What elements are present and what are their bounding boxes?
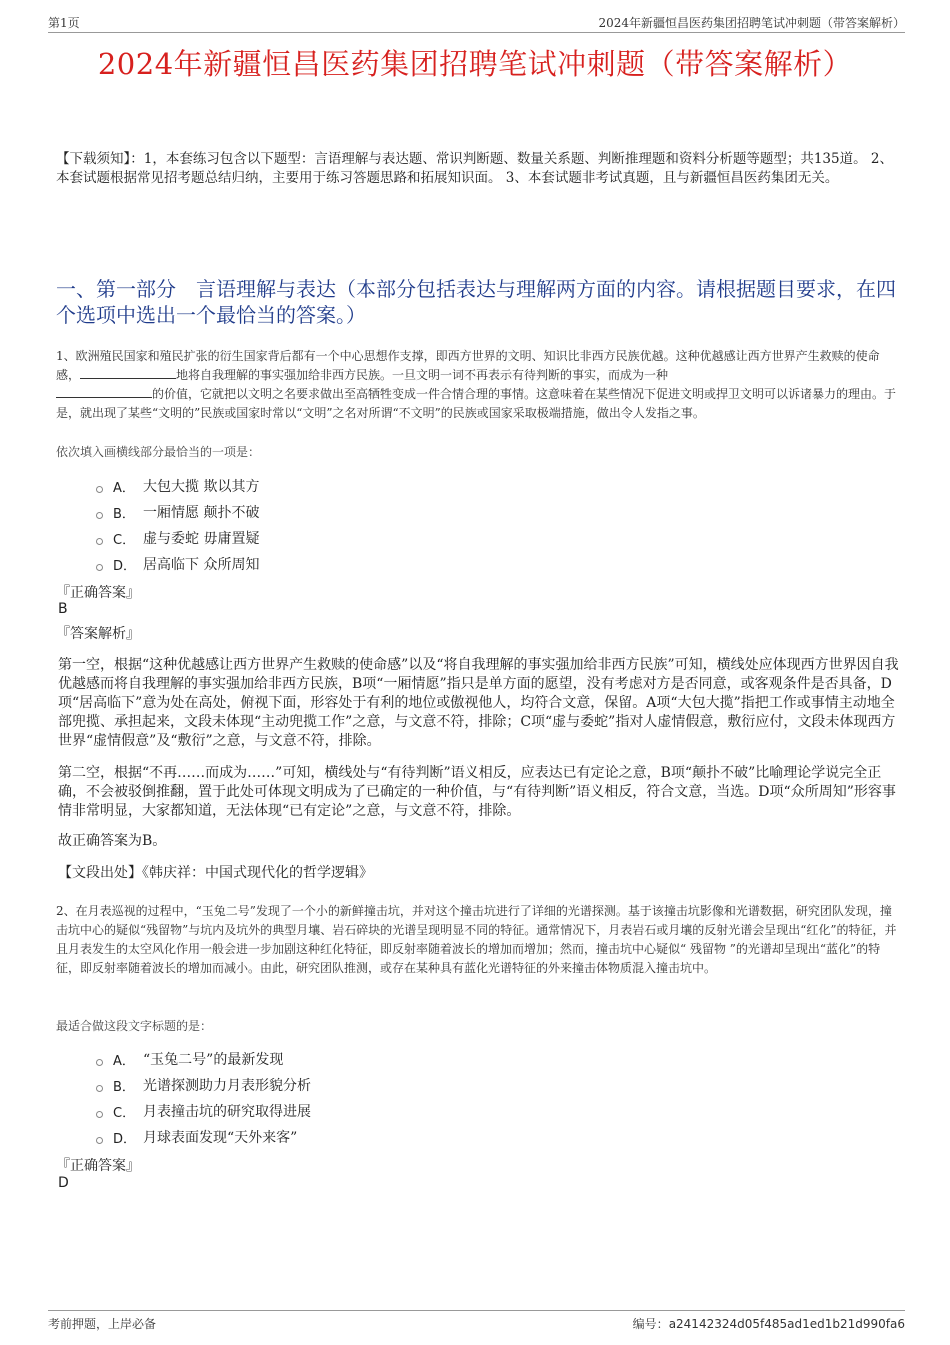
- header-doc-title: 2024年新疆恒昌医药集团招聘笔试冲刺题（带答案解析）: [598, 16, 905, 30]
- option-c[interactable]: C． 虚与委蛇 毋庸置疑: [96, 525, 259, 551]
- correct-answer-label: 『正确答案』: [56, 1158, 140, 1174]
- page-title: 2024年新疆恒昌医药集团招聘笔试冲刺题（带答案解析）: [97, 47, 853, 81]
- radio-icon[interactable]: [96, 1111, 103, 1118]
- option-a[interactable]: A． “玉兔二号”的最新发现: [96, 1046, 311, 1072]
- document-code: 编号：a24142324d05f485ad1ed1b21d990fa6: [632, 1317, 905, 1331]
- fill-blank-2: [56, 385, 152, 398]
- stem-part-b: 地将自我理解的事实强加给非西方民族。一旦文明一词不再表示有待判断的事实，而成为一种: [176, 368, 669, 382]
- correct-answer: B: [58, 601, 68, 617]
- download-notice: 【下载须知】：1，本套练习包含以下题型：言语理解与表达题、常识判断题、数量关系题、判断推理题和资料分析题等题型；共135道。 2、本套试题根据常见招考题总结归纳，主要用于练习答题思路和拓展知识面。 3、本套试题非考试真题，且与新疆恒昌医药集团无关。: [56, 151, 893, 186]
- analysis-paragraph-1: 第一空，根据“这种优越感让西方世界产生救赎的使命感”以及“将自我理解的事实强加给非西方民族”可知，横线处应体现西方世界因自我优越感而将自我理解的事实强加给非西方民族，B项“一厢情愿”指只是单方面的愿望，没有考虑对方是否同意，或客观条件是否具备，D项“居高临下”意为处在高处，俯视下面，形容处于有利的地位或傲视他人，均符合文意，保留。A项“大包大揽”指把工作或事情主动地全部兜揽、承担起来，文段未体现“主动兜揽工作”之意，与文意不符，排除；C项“虚与委蛇”指对人虚情假意，敷衍应付，文段未体现西方世界“虚情假意”及“敷衍”之意，与文意不符，排除。: [58, 657, 899, 749]
- section-heading: 一、第一部分 言语理解与表达（本部分包括表达与理解两方面的内容。请根据题目要求，在四个选项中选出一个最恰当的答案。）: [56, 277, 896, 327]
- correct-answer: D: [58, 1175, 69, 1191]
- question-2-stem: 2、在月表巡视的过程中，“玉兔二号”发现了一个小的新鲜撞击坑，并对这个撞击坑进行了详细的光谱探测。基于该撞击坑影像和光谱数据，研究团队发现，撞击坑中心的疑似“残留物”与坑内及坑外的典型月壤、岩石碎块的光谱呈现明显不同的特征。通常情况下，月表岩石或月壤的反射光谱会呈现出“红化”的特征，并且月表发生的太空风化作用一般会进一步加剧这种红化特征，即反射率随着波长的增加而增加；然而，撞击坑中心疑似“ 残留物 ”的光谱却呈现出“蓝化”的特征，即反射率随着波长的增加而减小。由此，研究团队推测，或存在某种具有蓝化光谱特征的外来撞击体物质混入撞击坑中。: [56, 904, 897, 975]
- radio-icon[interactable]: [96, 564, 103, 571]
- question-1-stem: [56, 347, 900, 423]
- radio-icon[interactable]: [96, 1059, 103, 1066]
- option-d[interactable]: D． 居高临下 众所周知: [96, 551, 259, 577]
- stem-part-a: 1、欧洲殖民国家和殖民扩张的衍生国家背后都有一个中心思想作支撑，即西方世界的文明、知识比非西方民族优越。这种优越感让西方世界产生救赎的使命感，: [56, 349, 880, 382]
- fill-blank-1: [80, 366, 176, 379]
- stem-part-c: 的价值，它就把以文明之名要求做出至高牺牲变成一件合情合理的事情。这意味着在某些情况下促进文明或捍卫文明可以诉诸暴力的理由。于是，就出现了某些“文明的”民族或国家时常以“文明”之名对所谓“不文明”的民族或国家采取极端措施，做出令人发指之事。: [56, 387, 897, 420]
- option-d[interactable]: D． 月球表面发现“天外来客”: [96, 1124, 311, 1150]
- analysis-label: 『答案解析』: [56, 626, 140, 642]
- question-1-options: [96, 473, 259, 577]
- radio-icon[interactable]: [96, 1085, 103, 1092]
- radio-icon[interactable]: [96, 486, 103, 493]
- footer-slogan: 考前押题，上岸必备: [48, 1317, 157, 1331]
- page-footer: [48, 1310, 905, 1331]
- radio-icon[interactable]: [96, 512, 103, 519]
- page-header: [48, 14, 905, 33]
- option-b[interactable]: B． 一厢情愿 颠扑不破: [96, 499, 259, 525]
- question-2-prompt: 最适合做这段文字标题的是：: [56, 1019, 213, 1033]
- question-2-options: [96, 1046, 311, 1150]
- radio-icon[interactable]: [96, 538, 103, 545]
- text-source: 【文段出处】《韩庆祥：中国式现代化的哲学逻辑》: [58, 865, 373, 881]
- analysis-conclusion: 故正确答案为B。: [58, 833, 167, 849]
- page-number: 第1页: [48, 16, 80, 30]
- option-b[interactable]: B． 光谱探测助力月表形貌分析: [96, 1072, 311, 1098]
- question-1-prompt: 依次填入画横线部分最恰当的一项是：: [56, 445, 261, 459]
- option-a[interactable]: A． 大包大揽 欺以其方: [96, 473, 259, 499]
- correct-answer-label: 『正确答案』: [56, 585, 140, 601]
- radio-icon[interactable]: [96, 1137, 103, 1144]
- option-c[interactable]: C． 月表撞击坑的研究取得进展: [96, 1098, 311, 1124]
- analysis-paragraph-2: 第二空，根据“不再……而成为……”可知，横线处与“有待判断”语义相反，应表达已有定论之意，B项“颠扑不破”比喻理论学说完全正确，不会被驳倒推翻，置于此处可体现文明成为了已确定的一种价值，与“有待判断”语义相反，符合文意，当选。D项“众所周知”形容事情非常明显，大家都知道，无法体现“已有定论”之意，与文意不符，排除。: [58, 765, 896, 819]
